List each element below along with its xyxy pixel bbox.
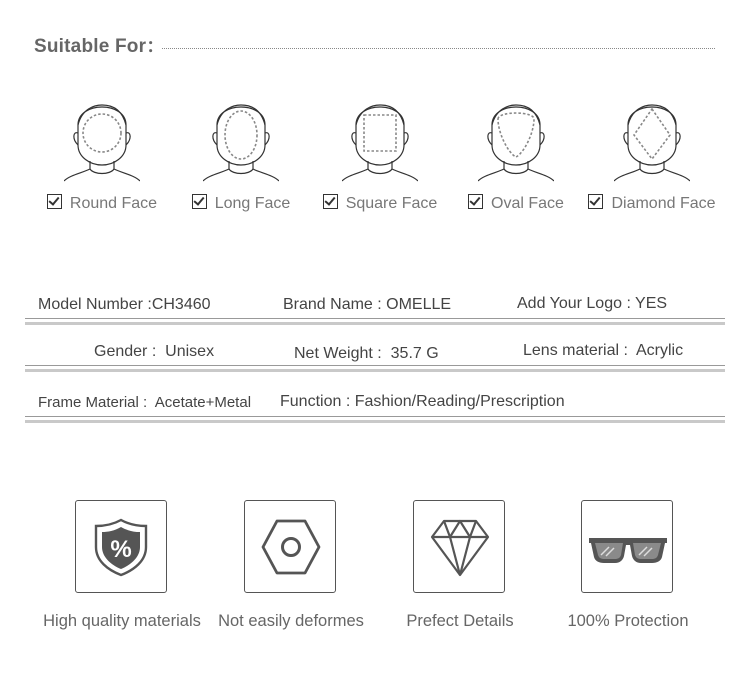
frame-material-value: Acetate+Metal <box>154 394 252 411</box>
face-label-round: Round Face <box>69 195 158 212</box>
spec-divider <box>25 365 725 366</box>
feature-label-quality: High quality materials <box>43 612 201 630</box>
gender-value: Unisex <box>165 343 215 360</box>
checkbox-icon <box>588 194 603 209</box>
frame-material-label: Frame Material : <box>38 394 148 411</box>
svg-text:%: % <box>110 536 132 563</box>
face-shapes-row <box>0 90 750 220</box>
round-face-icon <box>64 95 140 183</box>
spec-divider <box>25 416 725 417</box>
face-label-oval: Oval Face <box>491 195 564 212</box>
face-label-square: Square Face <box>345 195 438 212</box>
hexagon-nut-icon <box>261 517 321 577</box>
sunglasses-icon <box>587 517 669 577</box>
checkbox-icon <box>192 194 207 209</box>
oval-face-icon <box>478 95 554 183</box>
feature-label-details: Prefect Details <box>406 612 514 630</box>
feature-quality <box>37 500 207 640</box>
checkbox-icon <box>323 194 338 209</box>
spec-divider-thick <box>25 420 725 423</box>
spec-row-1 <box>25 294 725 324</box>
lens-material-label: Lens material : <box>523 342 628 359</box>
feature-protection <box>543 500 713 640</box>
feature-details <box>375 500 545 640</box>
diamond-face-icon <box>614 95 690 183</box>
suitable-for-title: Suitable For： <box>34 36 166 57</box>
face-label-long: Long Face <box>214 195 291 212</box>
spec-row-3 <box>25 392 725 422</box>
model-number: Model Number :CH3460 <box>38 296 211 313</box>
checkbox-icon <box>47 194 62 209</box>
face-round <box>27 90 177 220</box>
spec-divider-thick <box>25 369 725 372</box>
brand-name: Brand Name : OMELLE <box>283 296 452 313</box>
function: Function : Fashion/Reading/Prescription <box>280 393 565 410</box>
feature-deform <box>206 500 376 640</box>
lens-material-value: Acrylic <box>635 342 684 359</box>
gender-label: Gender : <box>94 343 157 360</box>
long-face-icon <box>203 95 279 183</box>
diamond-icon <box>430 517 490 579</box>
shield-percent-icon <box>92 517 150 577</box>
add-logo: Add Your Logo : YES <box>517 295 668 312</box>
feature-label-protection: 100% Protection <box>567 612 689 630</box>
face-oval <box>441 90 591 220</box>
face-label-diamond: Diamond Face <box>611 195 716 212</box>
face-long <box>166 90 316 220</box>
face-square <box>305 90 455 220</box>
square-face-icon <box>342 95 418 183</box>
net-weight-label: Net Weight : <box>294 345 382 362</box>
face-diamond <box>577 90 727 220</box>
spec-divider-thick <box>25 322 725 325</box>
checkbox-icon <box>468 194 483 209</box>
net-weight-value: 35.7 G <box>390 345 439 362</box>
dotted-divider <box>162 48 715 49</box>
spec-divider <box>25 318 725 319</box>
spec-row-2 <box>25 340 725 370</box>
feature-label-deform: Not easily deformes <box>218 612 364 630</box>
